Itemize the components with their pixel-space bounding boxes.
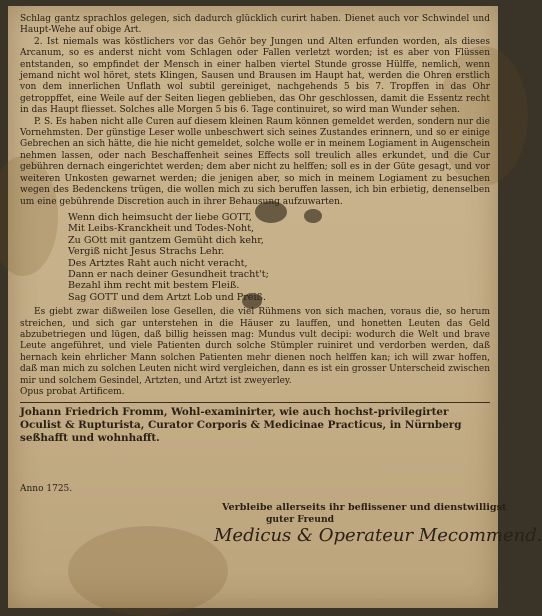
latin-motto: Opus probat Artificem. — [20, 387, 125, 397]
signature-line: Medicus & Operateur Mecommend. — [214, 525, 542, 546]
verse-line: Wenn dich heimsucht der liebe GOTT, — [68, 211, 252, 223]
verse-line: Des Artztes Raht auch nicht veracht, — [68, 257, 248, 269]
verse-line: Sag GOTT und dem Artzt Lob und Preiß. — [68, 291, 267, 303]
closing-paragraph: Es giebt zwar dißweilen lose Gesellen, die viel Rühmens von sich machen, voraus die, so herum streichen, und sich gar unterstehen in die Häuser zu lauffen, und honetten Leuten das Geld abzubetriegen und lügen, daß billig heissen mag: Mundus vult decipi: wodurch die Welt und brave Leute angeführet, und viele Patienten durch solche Stümpler ruiniret und verdorben werden, daß hernach kein ehrlicher Mann solchen Patienten mehr dienen noch helffen kan; ich will zwar hoffen, daß man mich zu solchen Leuten nicht wird vergleichen, dann es ist ein grosser Unterscheid zwischen mir und solchem Gesindel, Artzten, und Artzt ist zweyerley. — [20, 307, 490, 386]
closing-line: Verbleibe allerseits ihr beflissener und dienstwilligst — [222, 502, 507, 513]
divider-rule — [20, 402, 490, 403]
water-stain — [68, 526, 228, 616]
practitioner-certification: Johann Friedrich Fromm, Wohl-examinirter, wie auch hochst-privilegirter Oculist & Rupturista, Curator Corporis & Medicinae Practicus, in Nürnberg seßhafft und wohnhafft. — [20, 406, 462, 445]
continuation-text: Schlag gantz sprachlos gelegen, sich dadurch glücklich curirt haben. Dienet auch vor Schwindel und Haupt-Wehe auf obige Art. — [20, 14, 490, 36]
verse-line: Mit Leibs-Kranckheit und Todes-Noht, — [68, 223, 255, 235]
closing-friend-line: guter Freund — [266, 514, 335, 525]
postscript-paragraph: P. S. Es haben nicht alle Curen auf diesem kleinen Raum können gemeldet werden, sondern nur die Vornehmsten. Der günstige Leser wolle unbeschwert sich seines Zustandes erinnern, und so er einige Gebrechen an sich hätte, die hie nicht gemeldet, solche wolle er in meinem Logiament in Augenschein nehmen lassen, oder nach Beschaffenheit seines Effects soll treulich alles erkundet, und die Cur gebühren dernach eingerichtet werden; dem aber nicht zu helffen; soll es in der Güte gesagt, und vor weiteren Unkosten gewarnet werden; die jenigen aber, so mich in meinem Logiament zu besuchen wegen des Bedenckens trügen, die wollen mich zu sich beruffen lassen, ich bin erbietig, denenselben um eine gebührende Discretion auch in ihrer Behausung aufzuwarten. — [20, 116, 490, 207]
document-page — [8, 6, 542, 608]
verse-line: Bezahl ihm recht mit bestem Fleiß. — [68, 280, 240, 292]
year-line: Anno 1725. — [20, 484, 73, 494]
paragraph-2: 2. Ist niemals was köstlichers vor das Gehör bey Jungen und Alten erfunden worden, als dieses Arcanum, so es anderst nicht vom Schlagen oder Fallen verletzt worden; ist es aber von Flüssen entstanden, so empfindet der Mensch in einer halben viertel Stunde grosse Hülffe, nemlich, wenn jemand nicht wol höret, stets Klingen, Sausen und Brausen im Haupt hat, werden die Ohren erstlich von dem innerlichen Unflath wol subtil gereiniget, nachgehends 5 bis 7. Tropffen in das Ohr getroppffet, eine Weile auf der Seiten liegen geblieben, das Ohr geschlossen, damit die Essentz recht in das Haupt fliesset. Solches alle Morgen 5 bis 6. Tage continuiret, so wird man Wunder sehen. — [20, 36, 490, 116]
document-body — [20, 14, 490, 445]
verse-line: Dann er nach deiner Gesundheit tracht't; — [68, 268, 269, 280]
verse-line: Zu GOtt mit gantzem Gemüht dich kehr, — [68, 234, 264, 246]
verse-block — [68, 212, 490, 303]
verse-line: Vergiß nicht Jesus Strachs Lehr. — [68, 246, 225, 258]
